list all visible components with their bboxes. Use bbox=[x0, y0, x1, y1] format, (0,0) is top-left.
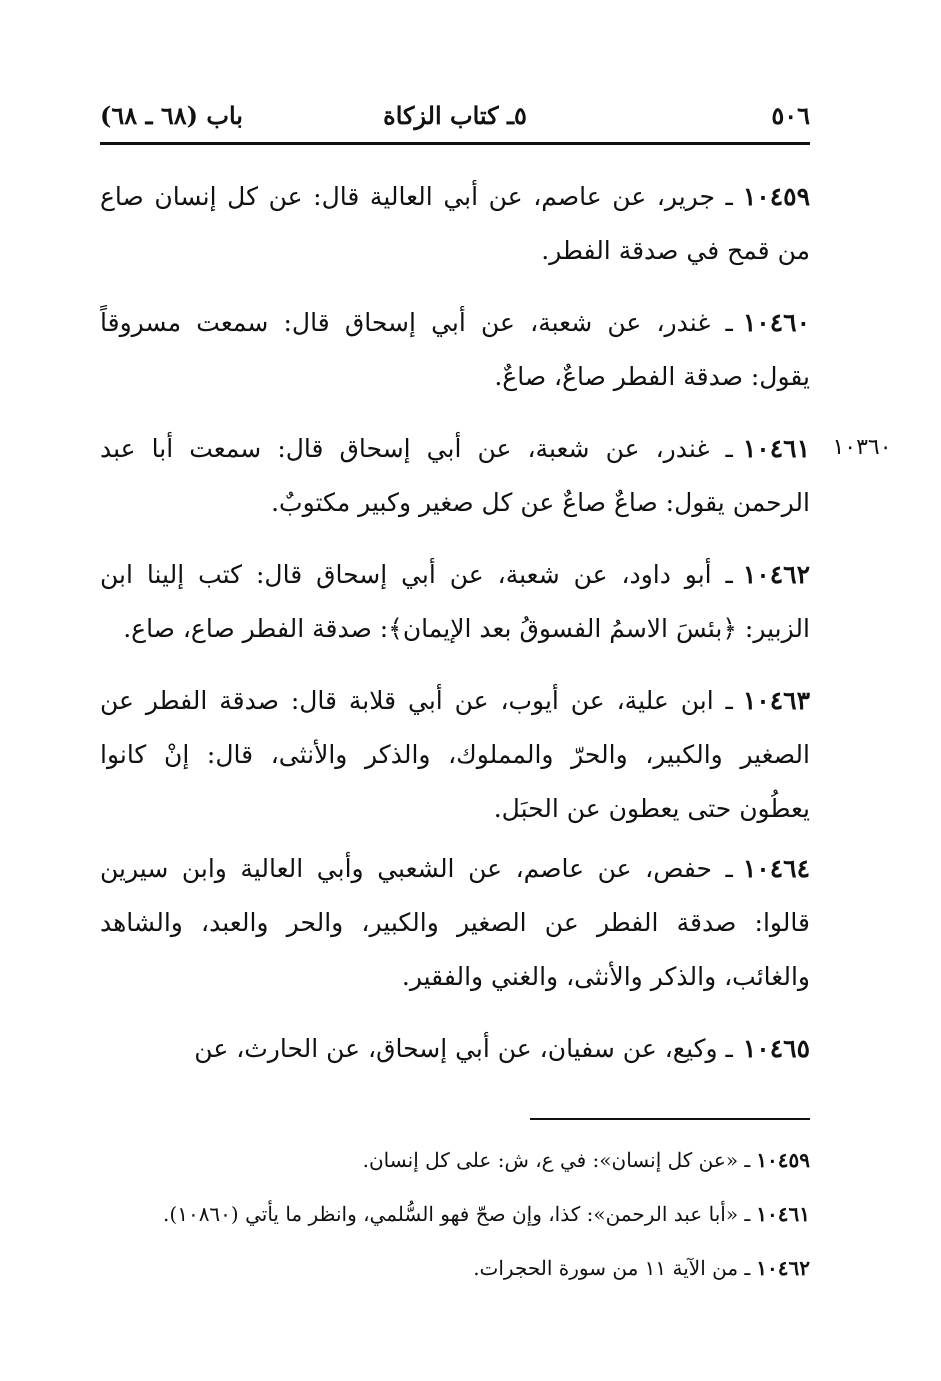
hadith-entry bbox=[100, 674, 810, 836]
footnote-number: ١٠٤٦٢ bbox=[756, 1256, 810, 1280]
hadith-entry bbox=[100, 422, 810, 530]
footnote-rule bbox=[530, 1118, 810, 1120]
entry-text: ـ غندر، عن شعبة، عن أبي إسحاق قال: سمعت مسروقاً يقول: صدقة الفطر صاعٌ، صاعٌ. bbox=[100, 308, 810, 391]
entry-number: ١٠٤٦٣ bbox=[742, 686, 810, 715]
hadith-entry bbox=[100, 1022, 810, 1076]
hadith-entry bbox=[100, 548, 810, 656]
entry-text: ـ وكيع، عن سفيان، عن أبي إسحاق، عن الحارث، عن bbox=[194, 1034, 733, 1063]
hadith-entry bbox=[100, 296, 810, 404]
entry-number: ١٠٤٦٥ bbox=[742, 1034, 810, 1063]
entry-text: ـ جرير، عن عاصم، عن أبي العالية قال: عن كل إنسان صاع من قمح في صدقة الفطر. bbox=[100, 182, 810, 265]
footnote-text: ـ من الآية ١١ من سورة الحجرات. bbox=[473, 1256, 751, 1280]
entry-text: ـ ابن علية، عن أيوب، عن أبي قلابة قال: صدقة الفطر عن الصغير والكبير، والحرّ والمملوك، والذكر والأنثى، قال: إنْ كانوا يعطُون حتى يعطون عن الحبَل. bbox=[100, 686, 810, 823]
page-header bbox=[100, 96, 810, 136]
header-rule bbox=[100, 142, 810, 145]
footnote-text: ـ «أبا عبد الرحمن»: كذا، وإن صحّ فهو السُّلمي، وانظر ما يأتي (١٠٨٦٠). bbox=[163, 1202, 751, 1226]
hadith-entry bbox=[100, 842, 810, 1004]
book-title: ٥ـ كتاب الزكاة bbox=[383, 101, 527, 130]
entry-text: ـ أبو داود، عن شعبة، عن أبي إسحاق قال: كتب إلينا ابن الزبير: ﴿بئسَ الاسمُ الفسوقُ بعد الإيمان﴾: صدقة الفطر صاع، صاع. bbox=[100, 560, 810, 643]
entry-number: ١٠٤٦٠ bbox=[742, 308, 810, 337]
footnote-number: ١٠٤٦١ bbox=[756, 1202, 810, 1226]
footnote bbox=[100, 1196, 810, 1232]
entry-number: ١٠٤٦٢ bbox=[742, 560, 810, 589]
footnote bbox=[100, 1250, 810, 1286]
chapter-title: باب (٦٨ ـ ٦٨) bbox=[100, 101, 243, 130]
hadith-entry bbox=[100, 170, 810, 278]
footnote bbox=[100, 1142, 810, 1178]
entry-text: ـ غندر، عن شعبة، عن أبي إسحاق قال: سمعت أبا عبد الرحمن يقول: صاعٌ صاعٌ عن كل صغير وكبير مكتوبٌ. bbox=[100, 434, 810, 517]
entry-number: ١٠٤٦٤ bbox=[742, 854, 810, 883]
footnote-number: ١٠٤٥٩ bbox=[756, 1148, 810, 1172]
entry-number: ١٠٤٥٩ bbox=[742, 182, 810, 211]
page-number: ٥٠٦ bbox=[771, 101, 810, 130]
entry-text: ـ حفص، عن عاصم، عن الشعبي وأبي العالية وابن سيرين قالوا: صدقة الفطر عن الصغير والكبير، والحر والعبد، والشاهد والغائب، والذكر والأنثى، والغني والفقير. bbox=[100, 854, 810, 991]
footnote-text: ـ «عن كل إنسان»: في ع، ش: على كل إنسان. bbox=[362, 1148, 751, 1172]
margin-number: ١٠٣٦٠ bbox=[832, 435, 892, 460]
entry-number: ١٠٤٦١ bbox=[742, 434, 810, 463]
